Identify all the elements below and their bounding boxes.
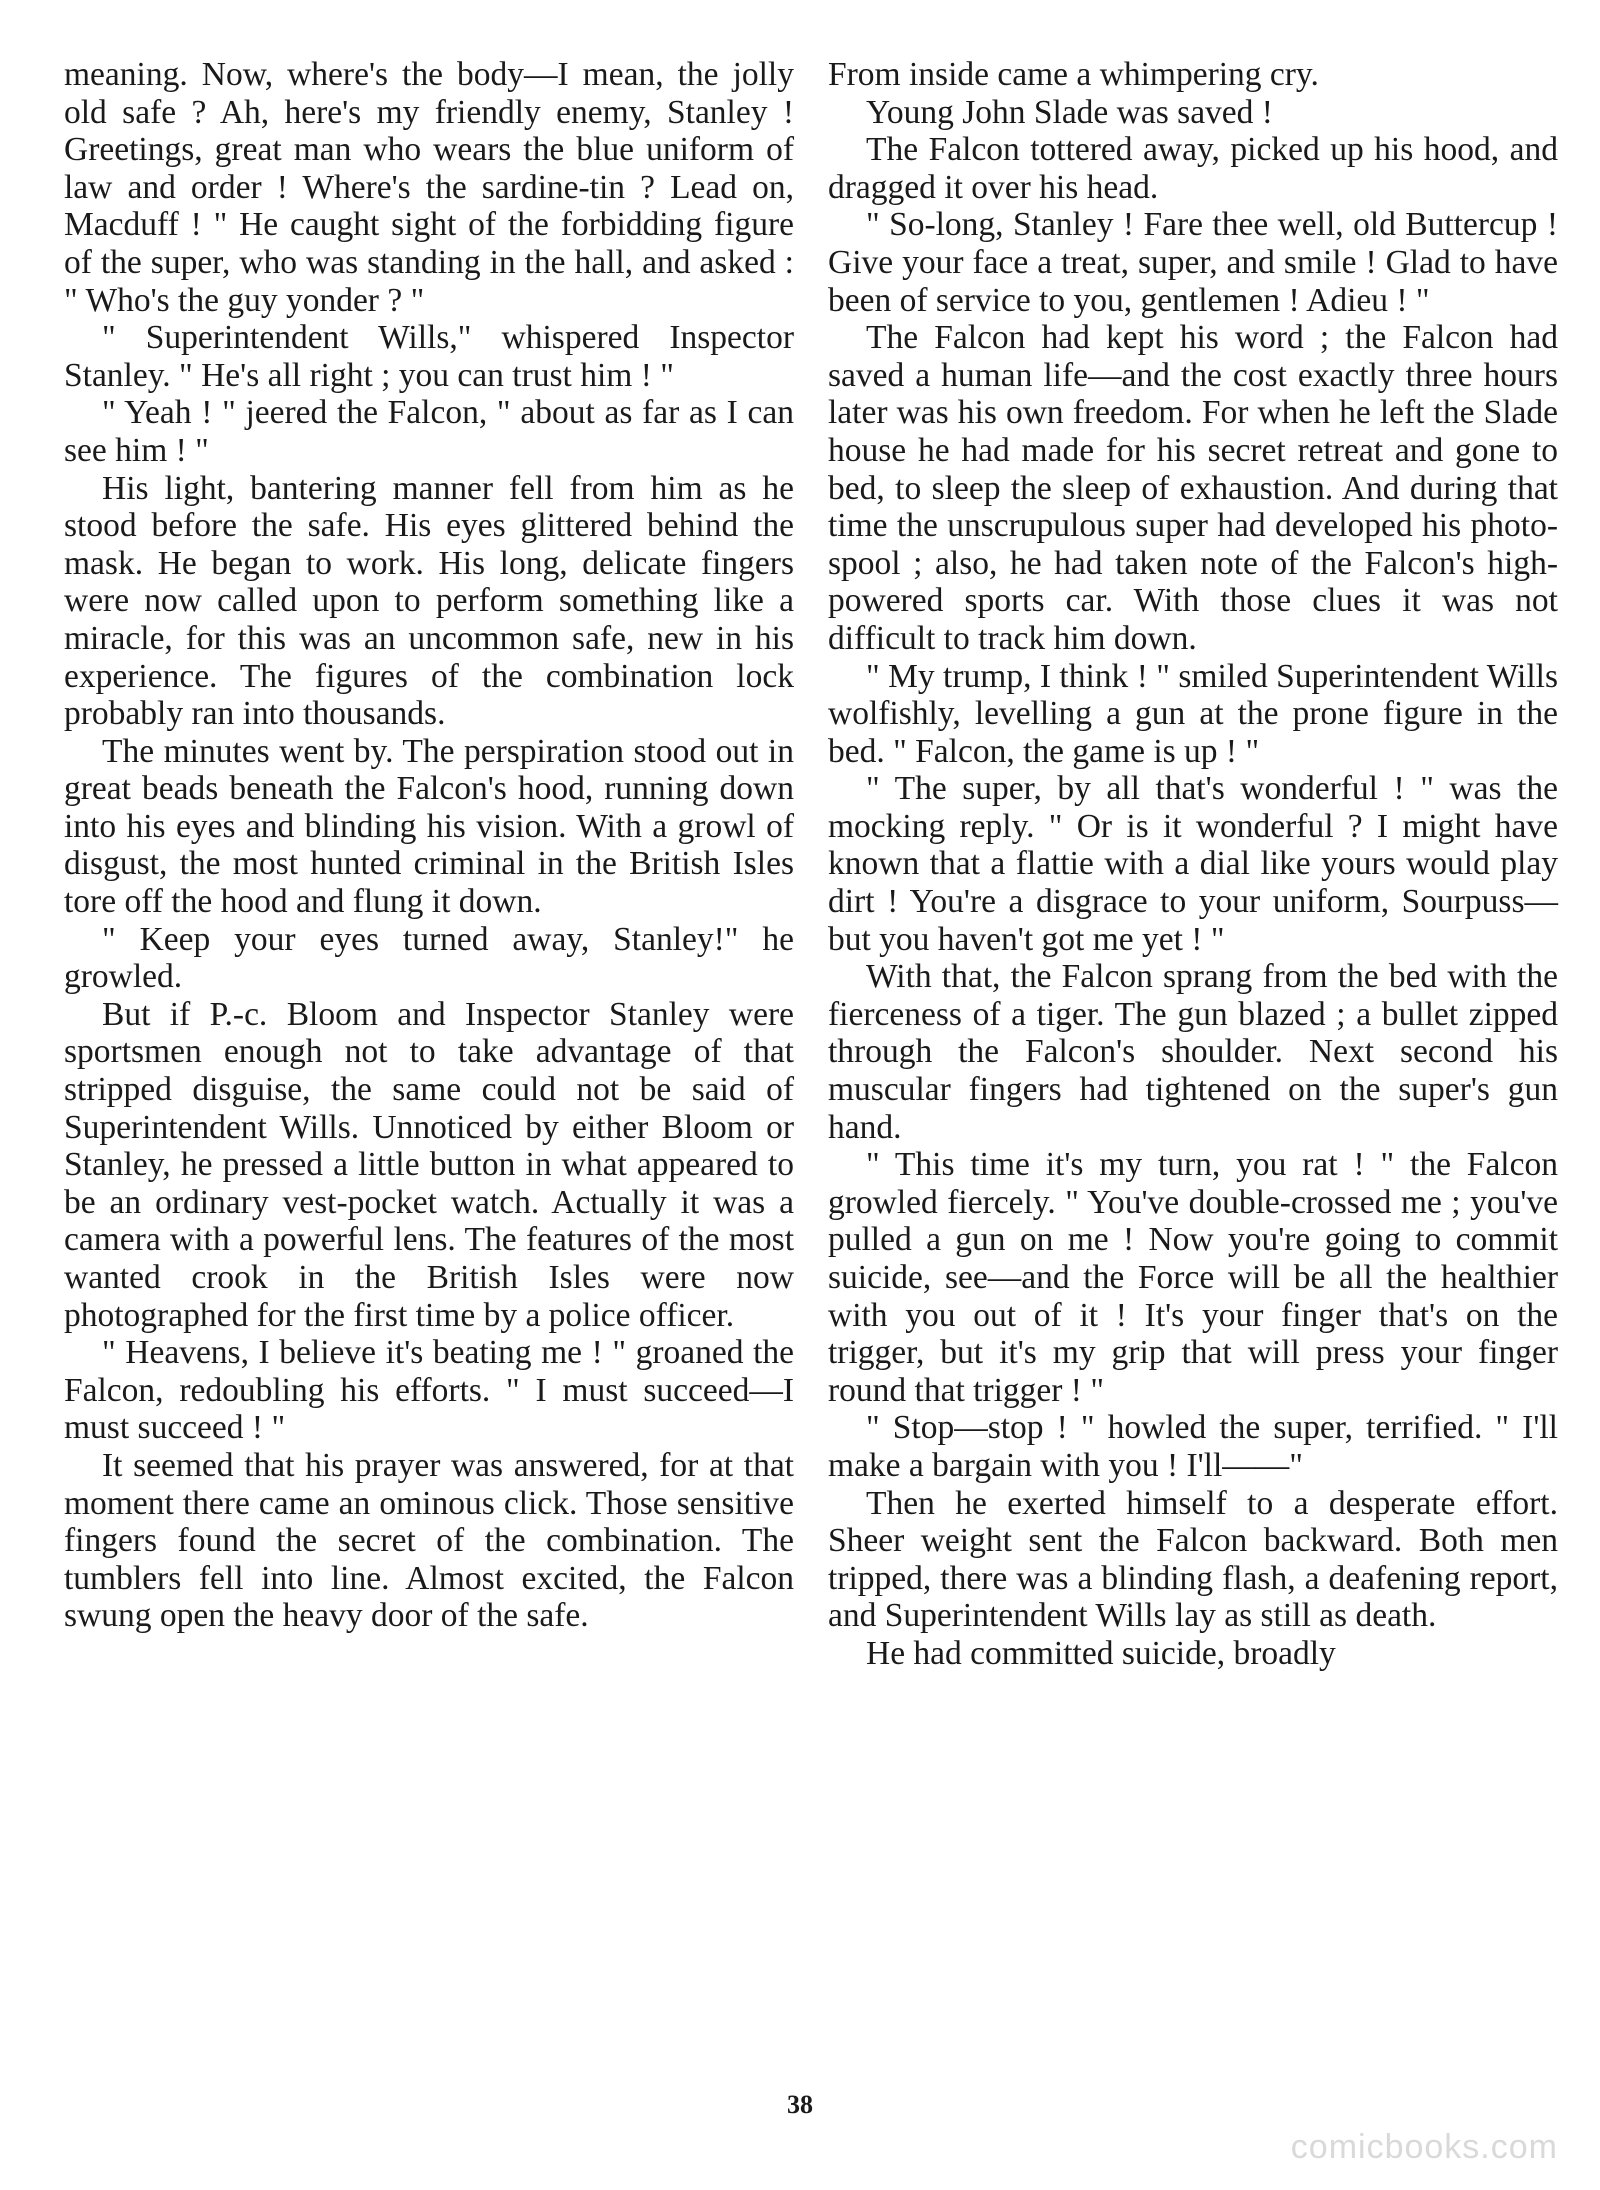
paragraph: He had committed suicide, broadly <box>866 1634 1336 1672</box>
paragraph: " My trump, I think ! " smiled Superintendent Wills wolfishly, levelling a gun at the prone figure in the bed. " Falcon, the game is up ! " <box>828 657 1558 770</box>
paragraph: " Keep your eyes turned away, Stanley!" he growled. <box>64 920 794 996</box>
paragraph: " The super, by all that's wonderful ! " was the mocking reply. " Or is it wonderful ? I might have known that a flattie with a dial like yours would play dirt ! You're a disgrace to your uniform, Sourpuss—but you haven't got me yet ! " <box>828 770 1558 958</box>
paragraph: " This time it's my turn, you rat ! " the Falcon growled fiercely. " You've double-crossed me ; you've pulled a gun on me ! Now you're going to commit suicide, see—and the Force will be all the healthier with you out of it ! It's your finger that's on the trigger, but it's my grip that will press your finger round that trigger ! " <box>828 1146 1558 1409</box>
paragraph: The minutes went by. The perspiration stood out in great beads beneath the Falcon's hood, running down into his eyes and blinding his vision. With a growl of disgust, the most hunted criminal in the British Isles tore off the hood and flung it down. <box>64 732 794 921</box>
right-column <box>828 56 1558 1673</box>
paragraph: His light, bantering manner fell from him as he stood before the safe. His eyes glittered behind the mask. He began to work. His long, delicate fingers were now called upon to perform something like a miracle, for this was an uncommon safe, new in his experience. The figures of the combination lock probably ran into thousands. <box>64 469 794 733</box>
paragraph: With that, the Falcon sprang from the bed with the fierceness of a tiger. The gun blazed ; a bullet zipped through the Falcon's shoulder. Next second his muscular fingers had tightened on the super's gun hand. <box>828 958 1558 1146</box>
paragraph: Then he exerted himself to a desperate effort. Sheer weight sent the Falcon backward. Both men tripped, there was a blinding flash, a deafening report, and Superintendent Wills lay as still as death. <box>828 1484 1558 1635</box>
paragraph: " Superintendent Wills," whispered Inspector Stanley. " He's all right ; you can trust him ! " <box>64 319 794 394</box>
paragraph: It seemed that his prayer was answered, for at that moment there came an ominous click. Those sensitive fingers found the secret of the combination. The tumblers fell into line. Almost excited, the Falcon swung open the heavy door of the safe. <box>64 1446 794 1635</box>
paragraph: From inside came a whimpering cry. <box>828 56 1319 93</box>
paragraph: " Stop—stop ! " howled the super, terrified. " I'll make a bargain with you ! I'll——" <box>828 1409 1558 1484</box>
paragraph: " Yeah ! " jeered the Falcon, " about as far as I can see him ! " <box>64 394 794 469</box>
paragraph: The Falcon had kept his word ; the Falcon had saved a human life—and the cost exactly three hours later was his own freedom. For when he left the Slade house he had made for his secret retreat and gone to bed, to sleep the sleep of exhaustion. And during that time the unscrupulous super had developed his photo-spool ; also, he had taken note of the Falcon's high-powered sports car. With those clues it was not difficult to track him down. <box>828 319 1558 657</box>
page-number: 38 <box>787 2090 813 2119</box>
paragraph: The Falcon tottered away, picked up his hood, and dragged it over his head. <box>828 131 1558 206</box>
paragraph: Young John Slade was saved ! <box>866 93 1273 131</box>
paragraph: " Heavens, I believe it's beating me ! " groaned the Falcon, redoubling his efforts. " I must succeed—I must succeed ! " <box>64 1334 794 1447</box>
paragraph: But if P.-c. Bloom and Inspector Stanley were sportsmen enough not to take advantage of that stripped disguise, the same could not be said of Superintendent Wills. Unnoticed by either Bloom or Stanley, he pressed a little button in what appeared to be an ordinary vest-pocket watch. Actually it was a camera with a powerful lens. The features of the most wanted crook in the British Isles were now photographed for the first time by a police officer. <box>64 995 794 1334</box>
watermark: comicbooks.com <box>1290 2128 1558 2166</box>
left-column <box>64 56 794 1635</box>
paragraph: " So-long, Stanley ! Fare thee well, old Buttercup ! Give your face a treat, super, and smile ! Glad to have been of service to you, gentlemen ! Adieu ! " <box>828 206 1558 319</box>
paragraph: meaning. Now, where's the body—I mean, the jolly old safe ? Ah, here's my friendly enemy, Stanley ! Greetings, great man who wears the blue uniform of law and order ! Where's the sardine-tin ? Lead on, Macduff ! " He caught sight of the forbidding figure of the super, who was standing in the hall, and asked : " Who's the guy yonder ? " <box>64 56 794 319</box>
